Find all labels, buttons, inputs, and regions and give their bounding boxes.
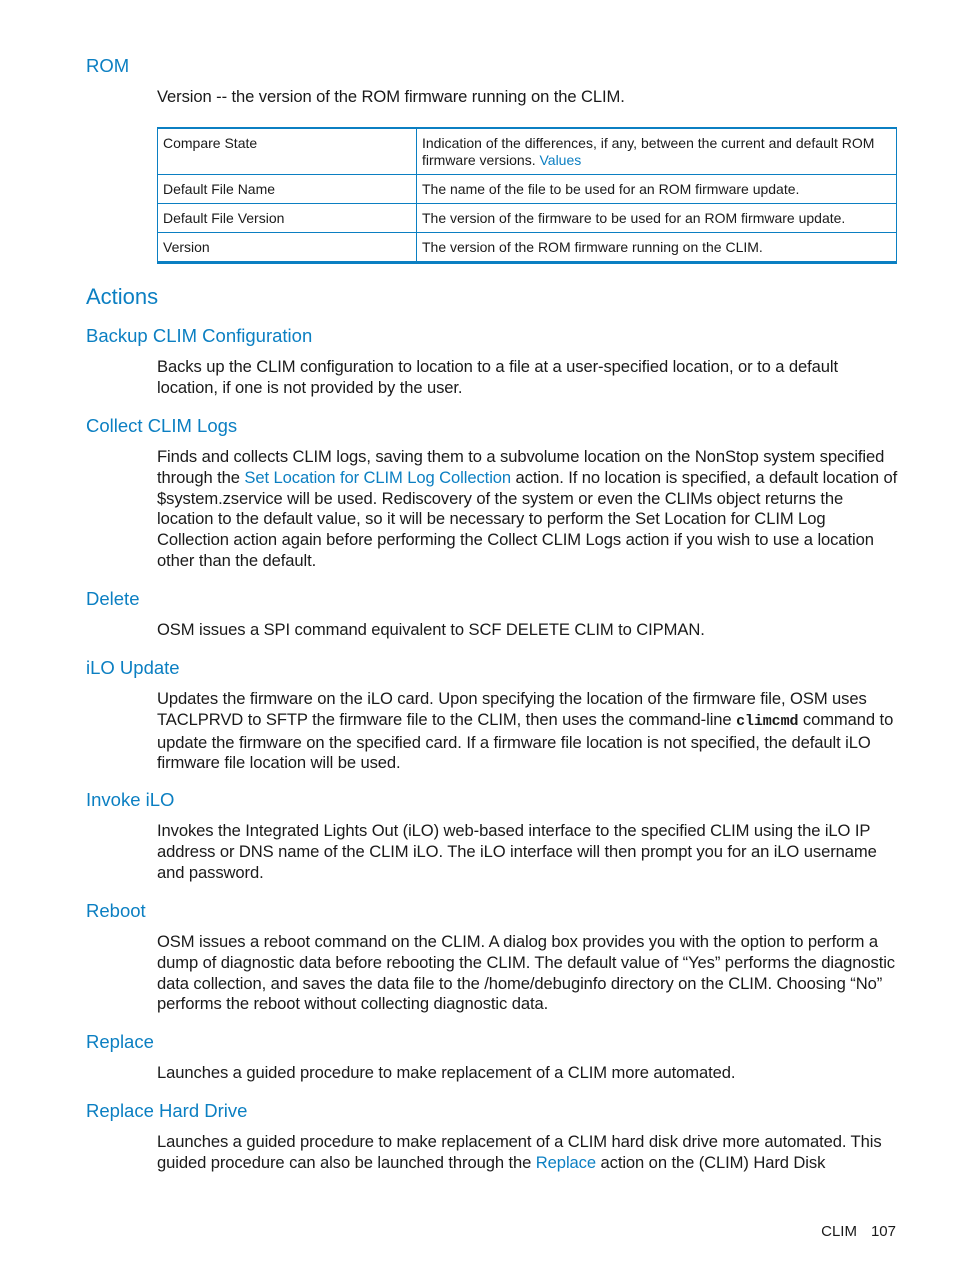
attribute-name: Default File Name [158,175,417,204]
backup-heading: Backup CLIM Configuration [86,325,313,346]
table-row [158,233,897,263]
invoke-ilo-text: Invokes the Integrated Lights Out (iLO) web-based interface to the specified CLIM using the iLO IP address or DNS name of the CLIM iLO. The iLO interface will then prompt you for an iLO username and password. [157,821,877,882]
rom-attributes-table [157,127,897,264]
rom-description: Version -- the version of the ROM firmware running on the CLIM. [157,87,625,106]
collect-logs-text: Finds and collects CLIM logs, saving them to a subvolume location on the NonStop system specified through the Set Location for CLIM Log Collection action. If no location is specified, a default location of $system.zservice will be used. Rediscovery of the system or even the CLIMs object returns the location to the default value, so it will be necessary to perform the Set Location for CLIM Log Collection action again before performing the Collect CLIM Logs action if you wish to use a location other than the default. [157,447,898,570]
table-row [158,204,897,233]
backup-text: Backs up the CLIM configuration to location to a file at a user-specified location, or to a default location, if one is not provided by the user. [157,357,838,397]
table-row [158,128,897,175]
climcmd-code: climcmd [736,712,799,730]
replace-hard-drive-heading: Replace Hard Drive [86,1100,248,1121]
ilo-update-heading: iLO Update [86,657,180,678]
attribute-name: Default File Version [158,204,417,233]
replace-text: Launches a guided procedure to make replacement of a CLIM more automated. [157,1063,736,1082]
delete-heading: Delete [86,588,140,609]
attribute-description: The version of the firmware to be used for an ROM firmware update. [417,204,897,233]
collect-logs-heading: Collect CLIM Logs [86,415,238,436]
attribute-description: The name of the file to be used for an ROM firmware update. [417,175,897,204]
set-location-link[interactable]: Set Location for CLIM Log Collection [244,467,512,487]
values-link[interactable]: Values [539,152,582,168]
attribute-description: Indication of the differences, if any, between the current and default ROM firmware versions. Values [417,128,897,175]
replace-heading: Replace [86,1031,154,1052]
ilo-update-text: Updates the firmware on the iLO card. Upon specifying the location of the firmware file, OSM uses TACLPRVD to SFTP the firmware file to the CLIM, then uses the command-line climcmd command to update the firmware on the specified card. If a firmware file location is not specified, the default iLO firmware file location will be used. [157,689,894,773]
replace-hard-drive-text: Launches a guided procedure to make replacement of a CLIM hard disk drive more automated. This guided procedure can also be launched through the Replace action on the (CLIM) Hard Disk [157,1132,882,1172]
delete-text: OSM issues a SPI command equivalent to SCF DELETE CLIM to CIPMAN. [157,620,705,639]
footer-section: CLIM [821,1223,857,1240]
attribute-description: The version of the ROM firmware running on the CLIM. [417,233,897,263]
attribute-name: Version [158,233,417,263]
rom-heading: ROM [86,55,130,76]
page-footer [821,1223,896,1240]
invoke-ilo-heading: Invoke iLO [86,789,175,810]
table-row [158,175,897,204]
page-number: 107 [870,1223,896,1240]
reboot-text: OSM issues a reboot command on the CLIM. A dialog box provides you with the option to perform a dump of diagnostic data before rebooting the CLIM. The default value of “Yes” performs the diagnostic data collection, and saves the data file to the /home/debuginfo directory on the CLIM. Choosing “No” performs the reboot without collecting diagnostic data. [157,932,895,1014]
attribute-name: Compare State [158,128,417,175]
actions-heading: Actions [86,284,159,309]
replace-link[interactable]: Replace [535,1152,596,1172]
reboot-heading: Reboot [86,900,146,921]
